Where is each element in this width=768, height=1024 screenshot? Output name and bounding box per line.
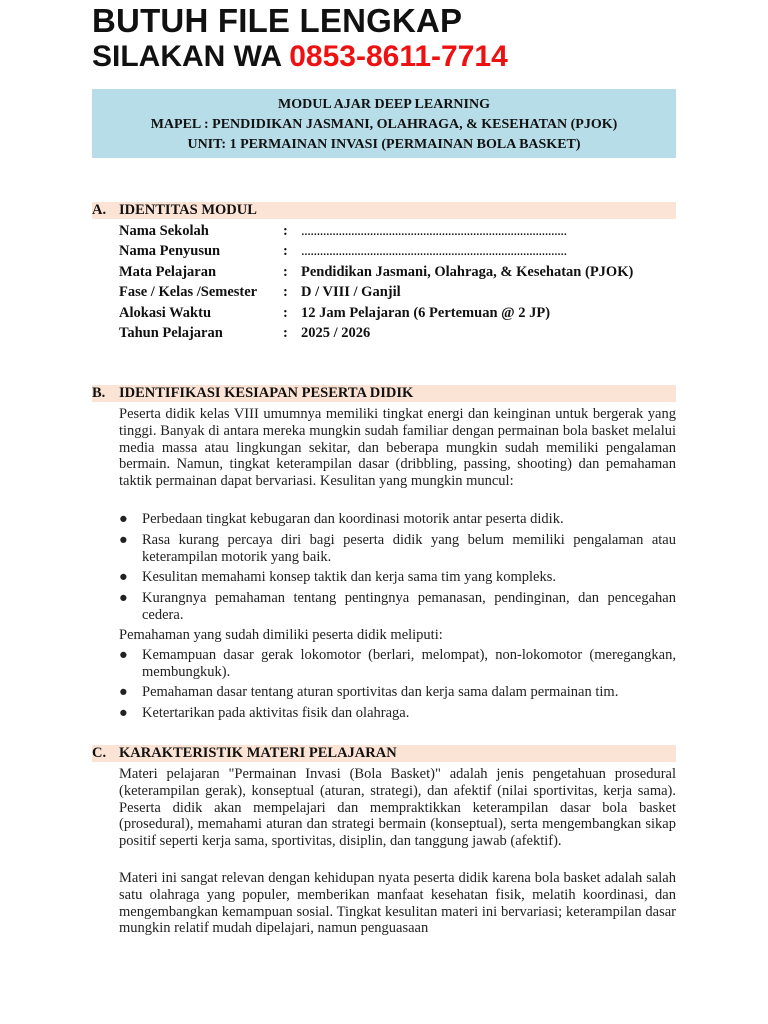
identity-label: Nama Penyusun: [119, 243, 221, 259]
section-c-letter: C.: [92, 745, 107, 761]
bullet-icon: ●: [119, 532, 128, 548]
list-item-text: Pemahaman dasar tentang aturan sportivitas dan kerja sama dalam permainan tim.: [142, 684, 619, 700]
section-b-prior-intro: Pemahaman yang sudah dimiliki peserta didik meliputi:: [119, 627, 443, 643]
section-a-letter: A.: [92, 202, 107, 218]
identity-colon: :: [283, 264, 288, 280]
section-a-heading: [92, 202, 676, 219]
identity-value: .....................................................................................: [301, 243, 567, 259]
identity-colon: :: [283, 284, 288, 300]
module-subject: MAPEL : PENDIDIKAN JASMANI, OLAHRAGA, & KESEHATAN (PJOK): [150, 117, 618, 132]
identity-label: Nama Sekolah: [119, 223, 209, 239]
module-title-box: [92, 89, 676, 158]
section-c-paragraph-1: Materi pelajaran "Permainan Invasi (Bola Basket)" adalah jenis pengetahuan prosedural (keterampilan gerak), konseptual (aturan, strategi), dan afektif (nilai sportivitas, kerja sama). Peserta didik akan mempelajari dan mempraktikkan keterampilan dasar bola basket (prosedural), memahami aturan dan strategi bermain (konseptual), serta mengembangkan sikap positif seperti kerja sama, sportivitas, disiplin, dan tanggung jawab (afektif).: [119, 766, 676, 850]
section-c-heading: [92, 745, 676, 762]
identity-value: 12 Jam Pelajaran (6 Pertemuan @ 2 JP): [301, 305, 551, 321]
bullet-icon: ●: [119, 684, 128, 700]
identity-colon: :: [283, 305, 288, 321]
promo-line-1: BUTUH FILE LENGKAP: [92, 2, 463, 39]
section-c-title: KARAKTERISTIK MATERI PELAJARAN: [119, 745, 397, 761]
bullet-icon: ●: [119, 647, 128, 663]
identity-colon: :: [283, 325, 288, 341]
bullet-icon: ●: [119, 569, 128, 585]
section-c-paragraph-2: Materi ini sangat relevan dengan kehidupan nyata peserta didik karena bola basket adalah salah satu olahraga yang populer, memberikan manfaat kesehatan fisik, melatih koordinasi, dan mengembangkan kemampuan sosial. Tingkat kesulitan materi ini bervariasi; keterampilan dasar mungkin relatif mudah dipelajari, namun penguasaan: [119, 870, 676, 937]
list-item-text: Kemampuan dasar gerak lokomotor (berlari, melompat), non-lokomotor (meregangkan, membungkuk).: [142, 647, 676, 680]
section-b-intro: Peserta didik kelas VIII umumnya memiliki tingkat energi dan keinginan untuk bergerak yang tinggi. Banyak di antara mereka mungkin sudah familiar dengan permainan bola basket melalui media massa atau lingkungan sekitar, dan beberapa mungkin sudah memiliki pengalaman bermain. Namun, tingkat keterampilan dasar (dribbling, passing, shooting) dan pemahaman taktik permainan dapat bervariasi. Kesulitan yang mungkin muncul:: [119, 406, 676, 490]
bullet-icon: ●: [119, 705, 128, 721]
list-item-text: Rasa kurang percaya diri bagi peserta didik yang belum memiliki pengalaman atau keterampilan motorik yang baik.: [142, 532, 676, 565]
identity-value: D / VIII / Ganjil: [301, 284, 401, 300]
bullet-icon: ●: [119, 590, 128, 606]
section-a-title: IDENTITAS MODUL: [119, 202, 257, 218]
promo-prefix: SILAKAN WA: [92, 40, 290, 73]
section-b-heading: [92, 385, 676, 402]
identity-label: Mata Pelajaran: [119, 264, 217, 280]
identity-value: 2025 / 2026: [301, 325, 371, 341]
list-item-text: Ketertarikan pada aktivitas fisik dan olahraga.: [142, 705, 410, 721]
promo-line-2: [92, 42, 508, 72]
list-item-text: Perbedaan tingkat kebugaran dan koordinasi motorik antar peserta didik.: [142, 511, 564, 527]
bullet-icon: ●: [119, 511, 128, 527]
section-b-title: IDENTIFIKASI KESIAPAN PESERTA DIDIK: [119, 385, 414, 401]
module-unit: UNIT: 1 PERMAINAN INVASI (PERMAINAN BOLA BASKET): [187, 137, 581, 152]
identity-colon: :: [283, 223, 288, 239]
list-item-text: Kesulitan memahami konsep taktik dan kerja sama tim yang kompleks.: [142, 569, 556, 585]
identity-colon: :: [283, 243, 288, 259]
identity-value: .....................................................................................: [301, 223, 567, 239]
module-title: MODUL AJAR DEEP LEARNING: [278, 97, 490, 112]
identity-label: Alokasi Waktu: [119, 305, 212, 321]
promo-phone-number: 0853-8611-7714: [289, 40, 508, 73]
identity-value: Pendidikan Jasmani, Olahraga, & Kesehatan (PJOK): [301, 264, 634, 280]
identity-label: Fase / Kelas /Semester: [119, 284, 258, 300]
identity-label: Tahun Pelajaran: [119, 325, 223, 341]
section-b-letter: B.: [92, 385, 106, 401]
list-item-text: Kurangnya pemahaman tentang pentingnya pemanasan, pendinginan, dan pencegahan cedera.: [142, 590, 676, 623]
